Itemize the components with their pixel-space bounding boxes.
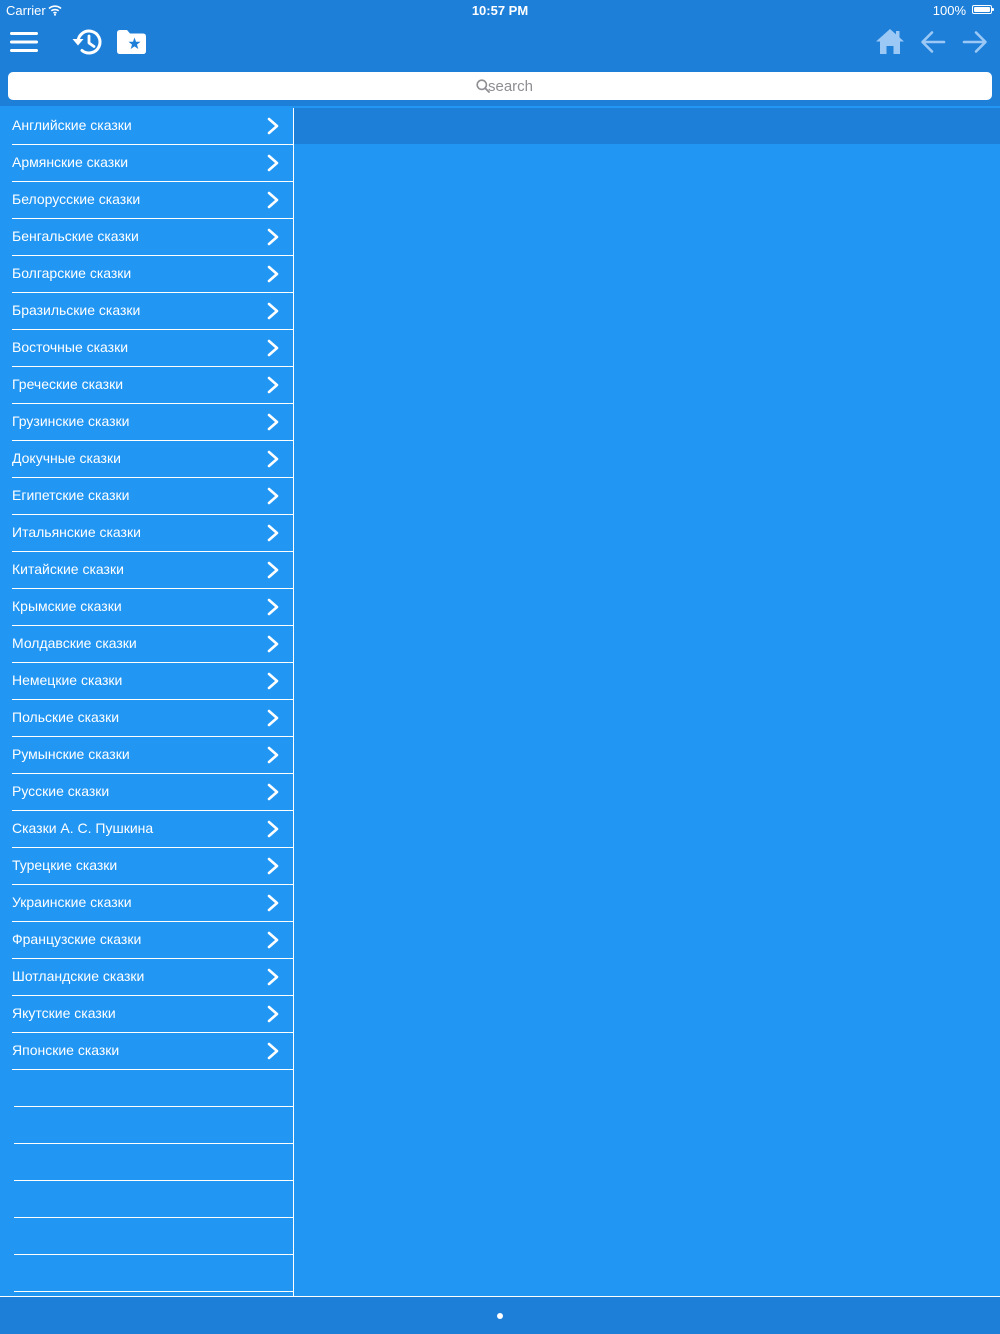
sidebar-item[interactable]	[12, 441, 293, 478]
sidebar-item[interactable]	[12, 145, 293, 182]
sidebar-item[interactable]	[12, 1033, 293, 1070]
chevron-right-icon	[267, 820, 279, 838]
sidebar-item-label: Якутские сказки	[12, 1005, 116, 1021]
status-bar	[0, 0, 1000, 22]
sidebar-item-label: Шотландские сказки	[12, 968, 145, 984]
sidebar-item[interactable]	[12, 367, 293, 404]
sidebar-item-label: Китайские сказки	[12, 561, 124, 577]
empty-row	[14, 1181, 293, 1218]
sidebar-item-label: Греческие сказки	[12, 376, 124, 392]
sidebar-item[interactable]	[12, 663, 293, 700]
empty-row	[14, 1144, 293, 1181]
chevron-right-icon	[267, 894, 279, 912]
chevron-right-icon	[267, 265, 279, 283]
history-icon[interactable]	[71, 27, 105, 57]
sidebar-item-label: Немецкие сказки	[12, 672, 123, 688]
sidebar-item-label: Английские сказки	[12, 117, 132, 133]
sidebar-item[interactable]	[12, 515, 293, 552]
sidebar-item-label: Итальянские сказки	[12, 524, 141, 540]
search-input[interactable]	[8, 72, 992, 100]
chevron-right-icon	[267, 413, 279, 431]
sidebar-item[interactable]	[12, 108, 293, 145]
chevron-right-icon	[267, 450, 279, 468]
chevron-right-icon	[267, 561, 279, 579]
chevron-right-icon	[267, 783, 279, 801]
sidebar-item-label: Японские сказки	[12, 1042, 120, 1058]
sidebar-item-label: Румынские сказки	[12, 746, 130, 762]
chevron-right-icon	[267, 672, 279, 690]
sidebar-item-label: Докучные сказки	[12, 450, 121, 466]
sidebar-item[interactable]	[12, 293, 293, 330]
chevron-right-icon	[267, 1005, 279, 1023]
chevron-right-icon	[267, 339, 279, 357]
sidebar-item[interactable]	[12, 256, 293, 293]
chevron-right-icon	[267, 117, 279, 135]
sidebar-item-label: Грузинские сказки	[12, 413, 130, 429]
sidebar-item-label: Белорусские сказки	[12, 191, 141, 207]
sidebar-item[interactable]	[12, 700, 293, 737]
sidebar-item[interactable]	[12, 404, 293, 441]
sidebar-item[interactable]	[12, 885, 293, 922]
sidebar-item[interactable]	[12, 552, 293, 589]
chevron-right-icon	[267, 598, 279, 616]
sidebar-item[interactable]	[12, 811, 293, 848]
sidebar-item-label: Молдавские сказки	[12, 635, 137, 651]
sidebar-item-label: Армянские сказки	[12, 154, 129, 170]
chevron-right-icon	[267, 524, 279, 542]
battery-percentage: 100%	[932, 3, 966, 18]
chevron-right-icon	[267, 228, 279, 246]
chevron-right-icon	[267, 191, 279, 209]
chevron-right-icon	[267, 302, 279, 320]
sidebar-item-label: Бразильские сказки	[12, 302, 141, 318]
sidebar-item[interactable]	[12, 774, 293, 811]
sidebar-item-label: Украинские сказки	[12, 894, 132, 910]
top-toolbar	[0, 0, 1000, 106]
empty-row	[14, 1255, 293, 1292]
home-icon[interactable]	[875, 28, 905, 55]
sidebar-item[interactable]	[12, 626, 293, 663]
content-header	[294, 108, 1000, 144]
chevron-right-icon	[267, 635, 279, 653]
sidebar-item[interactable]	[12, 848, 293, 885]
sidebar-item-label: Сказки А. С. Пушкина	[12, 820, 154, 836]
chevron-right-icon	[267, 1042, 279, 1060]
sidebar-item[interactable]	[12, 737, 293, 774]
sidebar-list	[0, 108, 294, 1296]
empty-row	[14, 1070, 293, 1107]
chevron-right-icon	[267, 376, 279, 394]
sidebar-item[interactable]	[12, 478, 293, 515]
back-arrow-icon[interactable]	[920, 30, 946, 54]
sidebar-item[interactable]	[12, 996, 293, 1033]
status-time: 10:57 PM	[471, 3, 529, 18]
sidebar-item-label: Египетские сказки	[12, 487, 130, 503]
sidebar-item-label: Французские сказки	[12, 931, 142, 947]
carrier-label: Carrier	[6, 3, 46, 18]
sidebar-item-label: Русские сказки	[12, 783, 110, 799]
battery-icon	[972, 5, 992, 14]
sidebar-item-label: Восточные сказки	[12, 339, 129, 355]
menu-icon[interactable]	[10, 31, 38, 53]
page-indicator	[497, 1313, 503, 1319]
favorites-folder-icon[interactable]	[116, 29, 147, 55]
chevron-right-icon	[267, 487, 279, 505]
sidebar-item-label: Болгарские сказки	[12, 265, 132, 281]
chevron-right-icon	[267, 746, 279, 764]
sidebar-item[interactable]	[12, 922, 293, 959]
chevron-right-icon	[267, 709, 279, 727]
bottom-bar	[0, 1296, 1000, 1334]
sidebar-item-label: Польские сказки	[12, 709, 120, 725]
content-area	[294, 144, 1000, 1296]
sidebar-item[interactable]	[12, 219, 293, 256]
sidebar-item[interactable]	[12, 589, 293, 626]
empty-row	[14, 1218, 293, 1255]
sidebar-item[interactable]	[12, 330, 293, 367]
sidebar-item[interactable]	[12, 959, 293, 996]
chevron-right-icon	[267, 968, 279, 986]
search-bar	[8, 72, 992, 100]
chevron-right-icon	[267, 931, 279, 949]
forward-arrow-icon[interactable]	[962, 30, 988, 54]
sidebar-item[interactable]	[12, 182, 293, 219]
sidebar-item-label: Турецкие сказки	[12, 857, 118, 873]
chevron-right-icon	[267, 857, 279, 875]
sidebar-item-label: Бенгальские сказки	[12, 228, 139, 244]
chevron-right-icon	[267, 154, 279, 172]
empty-row	[14, 1107, 293, 1144]
sidebar-item-label: Крымские сказки	[12, 598, 122, 614]
